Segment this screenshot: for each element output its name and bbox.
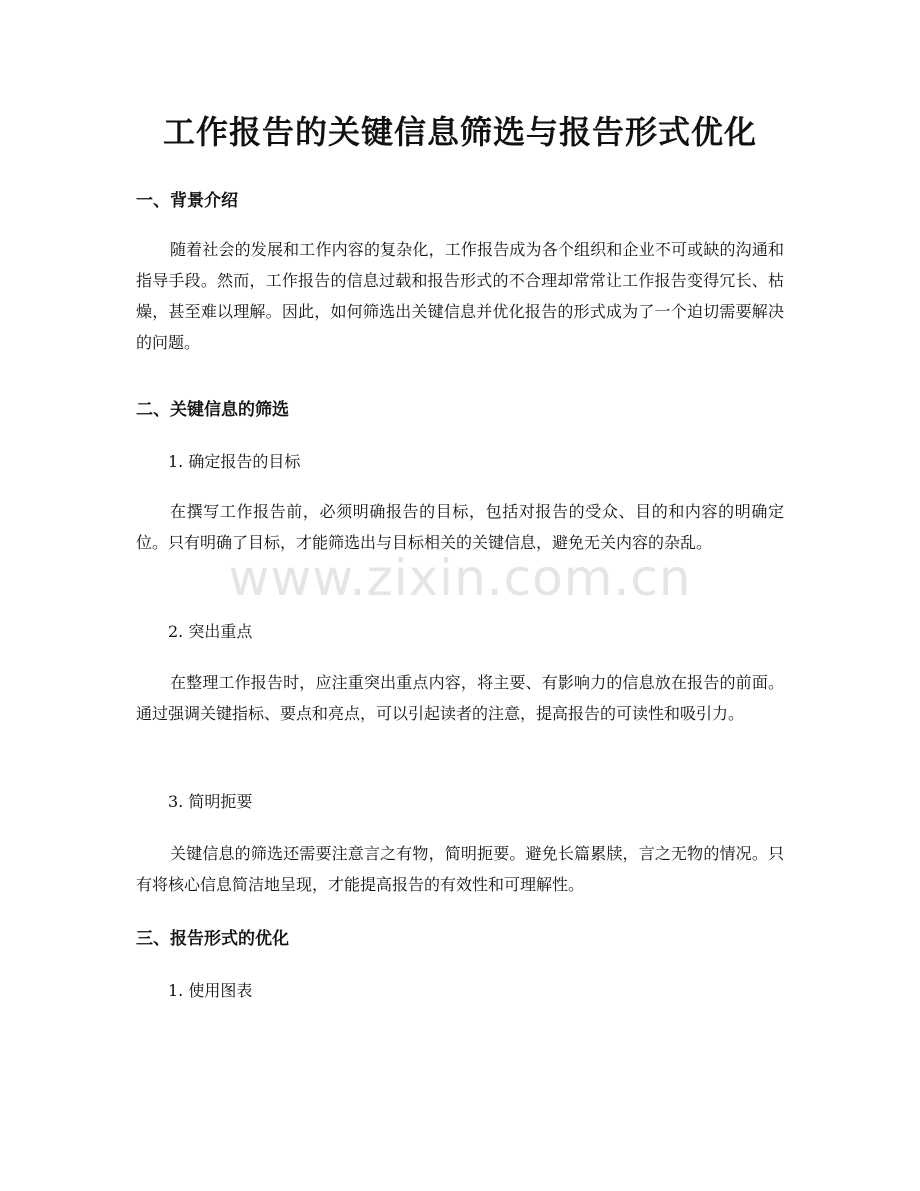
paragraph-define-goal: 在撰写工作报告前，必须明确报告的目标，包括对报告的受众、目的和内容的明确定位。只有明确了目标，才能筛选出与目标相关的关键信息，避免无关内容的杂乱。 — [136, 502, 784, 552]
paragraph-concise: 关键信息的筛选还需要注意言之有物，简明扼要。避免长篇累牍，言之无物的情况。只有将核心信息简洁地呈现，才能提高报告的有效性和可理解性。 — [136, 844, 784, 894]
background-paragraph: 随着社会的发展和工作内容的复杂化，工作报告成为各个组织和企业不可或缺的沟通和指导手段。然而，工作报告的信息过载和报告形式的不合理却常常让工作报告变得冗长、枯燥，甚至难以理解。因此，如何筛选出关键信息并优化报告的形式成为了一个迫切需要解决的问题。 — [136, 240, 784, 352]
paragraph-highlight: 在整理工作报告时，应注重突出重点内容，将主要、有影响力的信息放在报告的前面。通过强调关键指标、要点和亮点，可以引起读者的注意，提高报告的可读性和吸引力。 — [136, 673, 784, 723]
page-title: 工作报告的关键信息筛选与报告形式优化 — [162, 113, 757, 151]
watermark-text: www.zixin.com.cn — [228, 549, 692, 607]
section-heading-background: 一、背景介绍 — [136, 191, 238, 211]
section-heading-format: 三、报告形式的优化 — [136, 929, 289, 949]
subheading-highlight: 2. 突出重点 — [168, 622, 253, 641]
subheading-define-goal: 1. 确定报告的目标 — [168, 452, 301, 471]
subheading-concise: 3. 简明扼要 — [168, 792, 253, 811]
section-heading-key-info: 二、关键信息的筛选 — [136, 400, 289, 420]
subheading-use-charts: 1. 使用图表 — [168, 981, 253, 1000]
